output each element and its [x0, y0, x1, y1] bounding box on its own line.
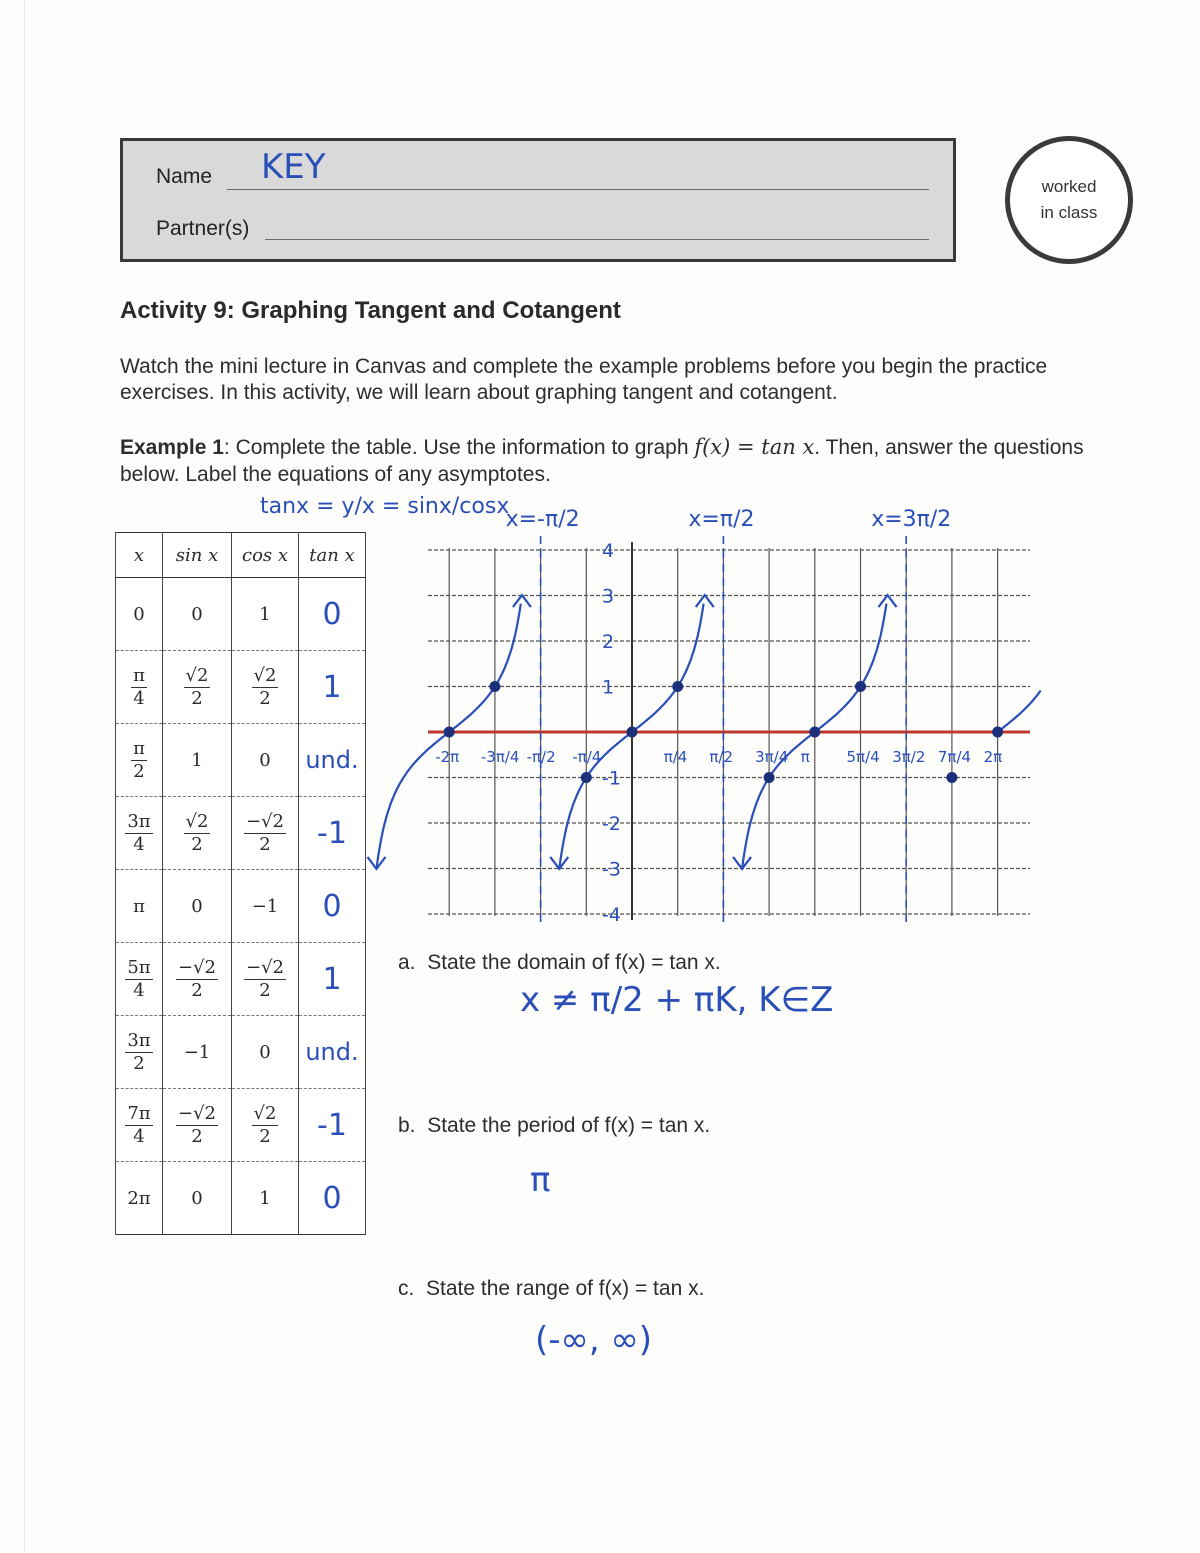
y-tick-label: 4: [602, 540, 615, 562]
stamp-line-1: worked: [1041, 177, 1097, 196]
cos-cell: 1: [232, 578, 299, 651]
x-cell-denominator: 4: [133, 1125, 145, 1147]
asymptote-label: x=-π/2: [505, 507, 580, 532]
sin-cell-numerator: √2: [185, 810, 209, 832]
tan-cell: -1: [299, 797, 366, 870]
x-cell-numerator: 3π: [127, 1029, 151, 1051]
x-cell-numerator: 5π: [127, 956, 151, 978]
stamp-line-2: in class: [1040, 203, 1098, 222]
plot-point: [946, 772, 957, 783]
x-tick-label: π/4: [663, 748, 688, 766]
x-tick-label: -2π: [435, 748, 460, 766]
tan-cell: -1: [299, 1089, 366, 1162]
plot-point: [627, 727, 638, 738]
example-text-b: . Then, answer the questions below. Label the equations of any asymptotes.: [120, 436, 1084, 486]
tan-cell: und.: [299, 1016, 366, 1089]
x-cell-denominator: 4: [133, 833, 145, 855]
x-cell-numerator: π: [133, 664, 145, 686]
cos-cell: 0: [232, 724, 299, 797]
cos-cell: −1: [232, 870, 299, 943]
x-cell: π: [116, 870, 163, 943]
partners-label: Partner(s): [156, 217, 250, 240]
cos-cell-numerator: √2: [253, 1102, 277, 1124]
header-x: x: [116, 533, 163, 578]
identity-note: tanx = y/x = sinx/cosx: [260, 494, 510, 519]
sin-cell-denominator: 2: [191, 1125, 203, 1147]
sin-cell: 1: [163, 724, 232, 797]
cos-cell-numerator: √2: [253, 664, 277, 686]
x-tick-label: π: [800, 748, 810, 766]
x-cell-denominator: 2: [133, 760, 145, 782]
sin-cell-denominator: 2: [191, 833, 203, 855]
answer-a: x ≠ π/2 + πK, K∈Z: [520, 980, 834, 1020]
plot-point: [444, 727, 455, 738]
y-tick-label: -4: [602, 904, 621, 926]
y-tick-label: -3: [602, 858, 621, 881]
arrow-up-icon: [879, 595, 897, 607]
cos-cell-denominator: 2: [259, 979, 271, 1001]
plot-point: [764, 772, 775, 783]
sin-cell-denominator: 2: [191, 979, 203, 1001]
x-tick-label: 2π: [983, 748, 1003, 766]
cos-cell-denominator: 2: [259, 687, 271, 709]
x-cell: 0: [116, 578, 163, 651]
cos-cell: 0: [232, 1016, 299, 1089]
y-tick-label: 1: [602, 676, 615, 699]
y-tick-label: -2: [602, 813, 621, 835]
x-tick-label: 7π/4: [937, 748, 972, 766]
name-value: KEY: [261, 147, 326, 187]
header-cos: cos x: [232, 533, 299, 578]
x-tick-label: -π/2: [526, 748, 556, 766]
cos-cell-numerator: −√2: [245, 956, 284, 978]
tan-cell: 0: [299, 1162, 366, 1235]
cos-cell-denominator: 2: [259, 1125, 271, 1147]
x-cell-denominator: 4: [133, 687, 145, 709]
x-tick-label: -3π/4: [480, 748, 520, 766]
y-tick-label: 3: [602, 585, 615, 608]
sin-cell-denominator: 2: [191, 687, 203, 709]
x-cell-numerator: 3π: [127, 810, 151, 832]
sin-cell-numerator: −√2: [177, 1102, 216, 1124]
question-c-text: State the range of f(x) = tan x.: [426, 1277, 705, 1300]
cos-cell-numerator: −√2: [245, 810, 284, 832]
tan-cell: 1: [299, 651, 366, 724]
plot-point: [489, 681, 500, 692]
sin-cell: −1: [163, 1016, 232, 1089]
plot-point: [672, 681, 683, 692]
x-cell: 2π: [116, 1162, 163, 1235]
question-a-text: State the domain of f(x) = tan x.: [427, 951, 721, 974]
cos-cell-denominator: 2: [259, 833, 271, 855]
question-b: [398, 1114, 710, 1138]
asymptote-label: x=3π/2: [871, 507, 952, 532]
answer-c: (-∞, ∞): [535, 1320, 653, 1360]
page-title: Activity 9: Graphing Tangent and Cotangent: [120, 297, 621, 324]
cos-cell: 1: [232, 1162, 299, 1235]
plot-point: [809, 727, 820, 738]
tan-cell: 0: [299, 870, 366, 943]
question-a-label: a.: [398, 951, 416, 974]
x-tick-label: π/2: [709, 748, 734, 766]
x-cell-numerator: π: [133, 737, 145, 759]
tan-cell: 1: [299, 943, 366, 1016]
question-c: [398, 1277, 704, 1301]
question-b-label: b.: [398, 1114, 416, 1137]
plot-point: [581, 772, 592, 783]
x-tick-label: 3π/2: [892, 748, 926, 766]
arrow-up-icon: [696, 595, 714, 607]
y-tick-label: -1: [602, 767, 621, 790]
answer-b: π: [530, 1160, 551, 1200]
y-tick-label: 2: [602, 631, 615, 653]
question-a: [398, 951, 721, 975]
x-tick-label: -π/4: [572, 748, 602, 766]
sin-cell: 0: [163, 870, 232, 943]
intro-paragraph: Watch the mini lecture in Canvas and complete the example problems before you begin the practice exercises. In this activity, we will learn about graphing tangent and cotangent.: [120, 355, 1048, 404]
question-b-text: State the period of f(x) = tan x.: [427, 1114, 711, 1137]
tangent-branch: [998, 691, 1041, 733]
header-tan: tan x: [299, 533, 366, 578]
name-label: Name: [156, 165, 213, 188]
example-func: f(x) = tan x: [694, 435, 815, 459]
tan-cell: 0: [299, 578, 366, 651]
x-cell-denominator: 4: [133, 979, 145, 1001]
x-cell-numerator: 7π: [127, 1102, 151, 1124]
sin-cell-numerator: √2: [185, 664, 209, 686]
arrow-up-icon: [513, 595, 531, 607]
header-sin: sin x: [163, 533, 232, 578]
x-cell-denominator: 2: [133, 1052, 145, 1074]
example-text-a: : Complete the table. Use the information to graph: [223, 436, 695, 459]
question-c-label: c.: [398, 1277, 415, 1300]
x-tick-label: 3π/4: [755, 748, 789, 766]
sin-cell: 0: [163, 578, 232, 651]
x-tick-label: 5π/4: [846, 748, 880, 766]
plot-point: [992, 727, 1003, 738]
asymptote-label: x=π/2: [688, 507, 755, 532]
plot-point: [855, 681, 866, 692]
sin-cell-numerator: −√2: [177, 956, 216, 978]
tan-cell: und.: [299, 724, 366, 797]
sin-cell: 0: [163, 1162, 232, 1235]
example-label: Example 1: [120, 436, 224, 459]
